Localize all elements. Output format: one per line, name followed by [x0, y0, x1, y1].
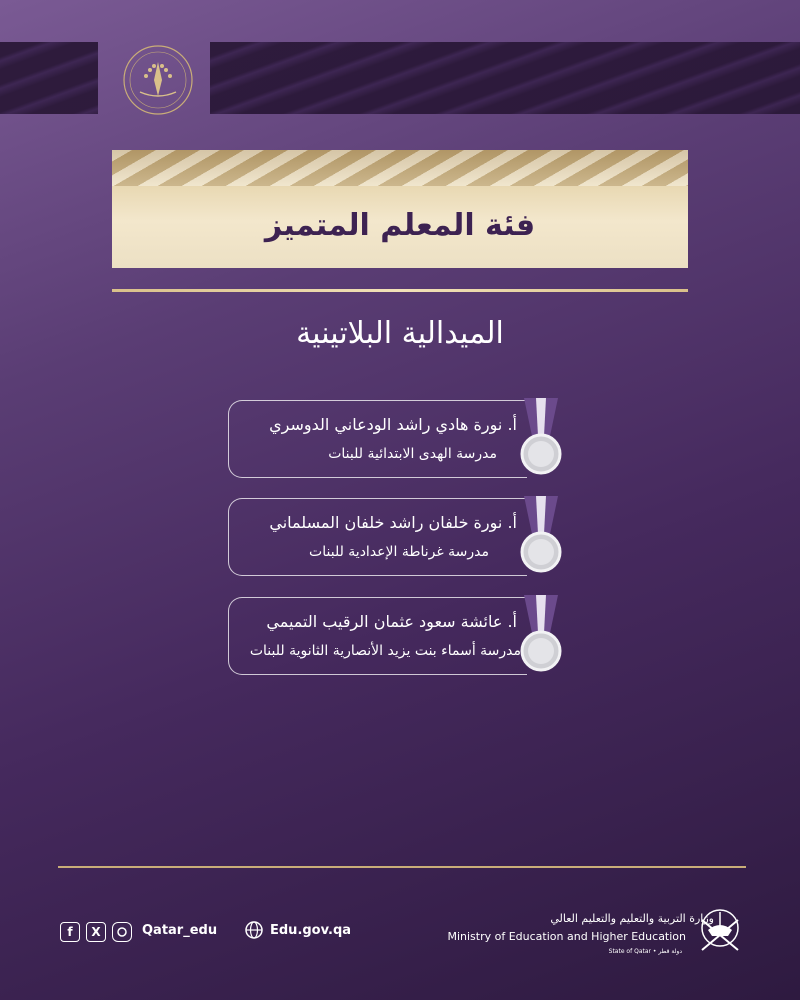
facebook-icon[interactable]: f — [60, 922, 80, 942]
ministry-name-ar: وزارة التربية والتعليم والتعليم العالي — [550, 912, 714, 925]
social-handle[interactable]: Qatar_edu — [142, 923, 218, 938]
footer-divider — [58, 866, 746, 868]
globe-icon — [244, 920, 264, 940]
ministry-name-en: Ministry of Education and Higher Education — [447, 930, 686, 943]
qatar-emblem-icon — [694, 900, 746, 960]
platinum-medal-icon — [518, 398, 564, 476]
winner-name: أ. نورة خلفان راشد خلفان المسلماني — [269, 513, 517, 532]
winner-school: مدرسة أسماء بنت يزيد الأنصارية الثانوية للبنات — [249, 643, 521, 659]
category-title: فئة المعلم المتميز — [264, 208, 536, 243]
platinum-medal-icon — [518, 496, 564, 574]
award-logo-icon — [110, 40, 206, 120]
category-title-box — [112, 150, 688, 268]
platinum-medal-icon — [518, 595, 564, 673]
title-box-stripes — [112, 150, 688, 186]
winner-school: مدرسة الهدى الابتدائية للبنات — [328, 446, 497, 462]
gold-divider — [112, 289, 688, 292]
winner-school: مدرسة غرناطة الإعدادية للبنات — [309, 544, 489, 560]
winner-card — [228, 597, 527, 675]
website-link[interactable]: Edu.gov.qa — [270, 923, 352, 938]
state-of-qatar: State of Qatar • دولة قطر — [608, 948, 682, 955]
decorative-band-right — [210, 42, 800, 114]
winner-card — [228, 400, 527, 478]
medal-title: الميدالية البلاتينية — [296, 316, 504, 351]
winner-name: أ. نورة هادي راشد الودعاني الدوسري — [269, 415, 517, 434]
decorative-band-left — [0, 42, 98, 114]
instagram-icon[interactable] — [112, 922, 132, 942]
x-icon[interactable]: X — [86, 922, 106, 942]
winner-card — [228, 498, 527, 576]
winner-name: أ. عائشة سعود عثمان الرقيب التميمي — [266, 612, 517, 631]
